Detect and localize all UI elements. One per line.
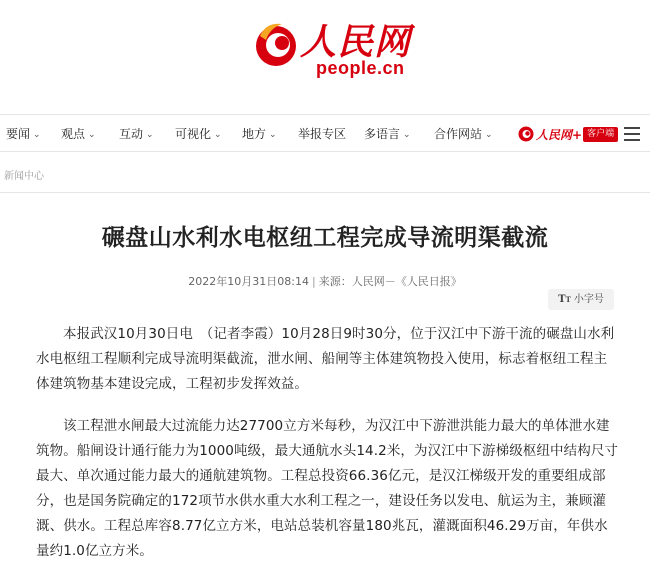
logo-text-cn[interactable]: 人民网	[300, 21, 412, 63]
app-name: 人民网+	[536, 127, 583, 142]
nav-item-label: 举报专区	[298, 127, 347, 141]
nav-item-visual[interactable]	[175, 115, 222, 153]
font-size-icon: TT	[558, 294, 571, 305]
nav-item-label: 可视化	[175, 127, 212, 141]
people-app-icon	[518, 126, 534, 142]
chevron-down-icon: ⌄	[403, 130, 411, 140]
article-paragraph: 该工程泄水闸最大过流能力达27700立方米每秒，为汉江中下游泄洪能力最大的单体泄水建筑物。船闸设计通行能力为1000吨级，最大通航水头14.2米，为汉江中下游梯级枢纽中结构尺寸最大、单次通过能力最大的通航建筑物。工程总投资66.36亿元，是汉江梯级开发的重要组成部分，也是国务院确定的172项节水供水重大水利工程之一，建设任务以发电、航运为主，兼顾灌溉、供水。工程总库容8.77亿立方米，电站总装机容量180兆瓦，灌溉面积46.29万亩，年供水量约1.0亿立方米。	[36, 418, 619, 559]
nav-item-label: 要闻	[6, 127, 31, 141]
publish-datetime: 2022年10月31日08:14	[188, 275, 309, 288]
site-header	[0, 0, 650, 112]
chevron-down-icon: ⌄	[485, 130, 493, 140]
article-paragraph: 本报武汉10月30日电 （记者李霞）10月28日9时30分，位于汉江中下游干流的碾盘山水利水电枢纽工程顺利完成导流明渠截流，泄水闸、船闸等主体建筑物投入使用，标志着枢纽工程主体建筑物基本建设完成，工程初步发挥效益。	[36, 326, 615, 392]
app-download-link[interactable]	[518, 125, 618, 143]
font-size-label: 小字号	[573, 294, 604, 305]
chevron-down-icon: ⌄	[214, 130, 222, 140]
nav-item-label: 观点	[61, 127, 86, 141]
article-title: 碾盘山水利水电枢纽工程完成导流明渠截流	[101, 225, 549, 251]
nav-item-label: 地方	[242, 127, 267, 141]
breadcrumb[interactable]: 新闻中心	[4, 171, 44, 182]
article-meta: 2022年10月31日08:14 | 来源：人民网－《人民日报》	[188, 275, 462, 288]
nav-item-guandian[interactable]	[61, 115, 96, 153]
nav-item-hudong[interactable]	[119, 115, 154, 153]
font-size-toggle-button[interactable]	[548, 289, 614, 310]
nav-item-yaowen[interactable]	[6, 115, 41, 153]
nav-item-label: 多语言	[364, 127, 401, 141]
article-source[interactable]: 来源：人民网－《人民日报》	[318, 275, 462, 288]
chevron-down-icon: ⌄	[88, 130, 96, 140]
app-tag: 客户端	[583, 127, 618, 142]
logo-text-en[interactable]: people.cn	[316, 58, 405, 78]
nav-item-report[interactable]	[298, 115, 346, 153]
people-logo-icon[interactable]	[252, 18, 300, 70]
nav-item-label: 互动	[119, 127, 144, 141]
nav-item-local[interactable]	[242, 115, 277, 153]
chevron-down-icon: ⌄	[269, 130, 277, 140]
chevron-down-icon: ⌄	[33, 130, 41, 140]
hamburger-menu-icon[interactable]	[624, 127, 640, 141]
nav-item-partners[interactable]	[434, 115, 493, 153]
nav-item-label: 合作网站	[434, 127, 483, 141]
article-body	[36, 322, 620, 578]
chevron-down-icon: ⌄	[146, 130, 154, 140]
main-nav	[0, 114, 650, 152]
nav-item-languages[interactable]	[364, 115, 411, 153]
divider	[0, 192, 650, 193]
